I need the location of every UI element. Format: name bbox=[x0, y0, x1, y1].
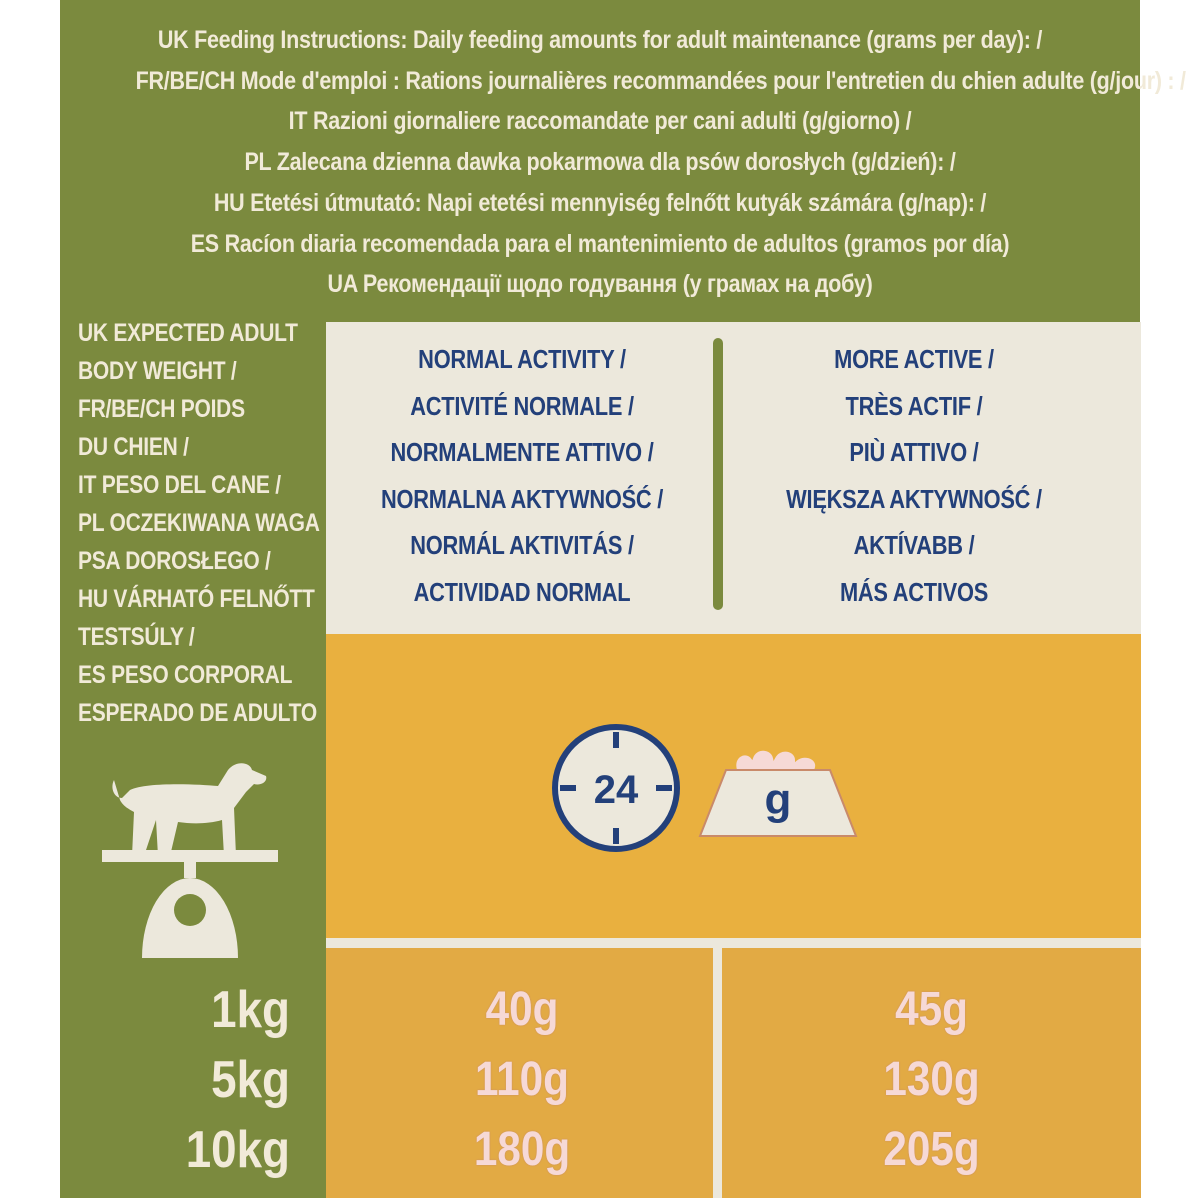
dog-icon bbox=[100, 760, 272, 860]
weight-label-line: IT PESO DEL CANE / bbox=[78, 471, 281, 499]
weight-label-line: PSA DOROSŁEGO / bbox=[78, 547, 271, 575]
weight-label-line: FR/BE/CH POIDS bbox=[78, 395, 245, 423]
weight-column bbox=[123, 975, 290, 1185]
more-amount-column bbox=[747, 975, 1116, 1185]
normal-activity-line: NORMALNA AKTYWNOŚĆ / bbox=[380, 483, 664, 514]
header-line: PL Zalecana dzienna dawka pokarmowa dla psów dorosłych (g/dzień): / bbox=[244, 148, 956, 177]
normal-activity-header bbox=[357, 336, 686, 616]
header-line: UK Feeding Instructions: Daily feeding amounts for adult maintenance (grams per day): / bbox=[157, 26, 1043, 54]
weight-label-line: TESTSÚLY / bbox=[78, 623, 195, 651]
normal-amount-column bbox=[350, 975, 695, 1185]
more-active-header bbox=[749, 336, 1078, 616]
weight-label-line: PL OCZEKIWANA WAGA bbox=[78, 509, 320, 537]
header-line: HU Etetési útmutató: Napi etetési mennyiség felnőtt kutyák számára (g/nap): / bbox=[213, 188, 987, 217]
amounts-divider-vertical bbox=[713, 948, 722, 1198]
clock-tick bbox=[613, 828, 619, 844]
more-amount-value: 45g bbox=[895, 983, 968, 1036]
normal-amount-value: 40g bbox=[485, 983, 559, 1036]
more-active-line: PIÙ ATTIVO / bbox=[849, 437, 979, 468]
more-active-line: TRÈS ACTIF / bbox=[845, 390, 983, 421]
weight-label-line: DU CHIEN / bbox=[78, 433, 189, 461]
more-amount-value: 205g bbox=[883, 1123, 980, 1176]
normal-amount-value: 110g bbox=[475, 1053, 569, 1106]
normal-activity-line: ACTIVITÉ NORMALE / bbox=[410, 390, 634, 421]
body-weight-label bbox=[78, 314, 320, 732]
normal-activity-line: NORMALMENTE ATTIVO / bbox=[390, 437, 654, 468]
more-active-line: WIĘKSZA AKTYWNOŚĆ / bbox=[786, 483, 1042, 514]
food-bowl-icon bbox=[696, 736, 860, 840]
weight-value: 1kg bbox=[211, 981, 290, 1039]
normal-activity-line: ACTIVIDAD NORMAL bbox=[413, 576, 631, 607]
weight-label-line: ES PESO CORPORAL bbox=[78, 661, 293, 689]
clock-hours: 24 bbox=[593, 768, 639, 812]
weight-label-line: BODY WEIGHT / bbox=[78, 357, 237, 385]
activity-divider bbox=[713, 338, 723, 610]
normal-amount-value: 180g bbox=[473, 1123, 571, 1176]
clock-tick bbox=[613, 732, 619, 748]
weight-value: 5kg bbox=[211, 1051, 290, 1109]
header-line: IT Razioni giornaliere raccomandate per cani adulti (g/giorno) / bbox=[288, 107, 912, 136]
header-line: FR/BE/CH Mode d'emploi : Rations journalières recommandées pour l'entretien du chien adulte (g/jour) : / bbox=[135, 66, 1186, 95]
more-active-line: AKTÍVABB / bbox=[853, 530, 975, 561]
more-active-line: MÁS ACTIVOS bbox=[839, 576, 989, 607]
more-amount-value: 130g bbox=[883, 1053, 980, 1106]
normal-activity-line: NORMAL ACTIVITY / bbox=[418, 344, 626, 374]
header-line: UA Рекомендації щодо годування (у грамах на добу) bbox=[327, 270, 873, 299]
more-active-line: MORE ACTIVE / bbox=[834, 344, 994, 374]
amounts-divider-horizontal bbox=[326, 938, 1141, 948]
weight-label-line: HU VÁRHATÓ FELNŐTT bbox=[78, 585, 315, 613]
clock-24h-icon bbox=[552, 724, 680, 852]
scale-icon bbox=[100, 850, 280, 960]
weight-value: 10kg bbox=[185, 1121, 290, 1179]
header-line: ES Racíon diaria recomendada para el mantenimiento de adultos (gramos por día) bbox=[190, 229, 1010, 258]
feeding-instructions-header bbox=[135, 20, 1186, 305]
weight-label-line: ESPERADO DE ADULTO bbox=[78, 699, 317, 727]
weight-label-line: UK EXPECTED ADULT bbox=[78, 319, 298, 347]
bowl-unit: g bbox=[764, 775, 792, 824]
normal-activity-line: NORMÁL AKTIVITÁS / bbox=[410, 530, 634, 561]
